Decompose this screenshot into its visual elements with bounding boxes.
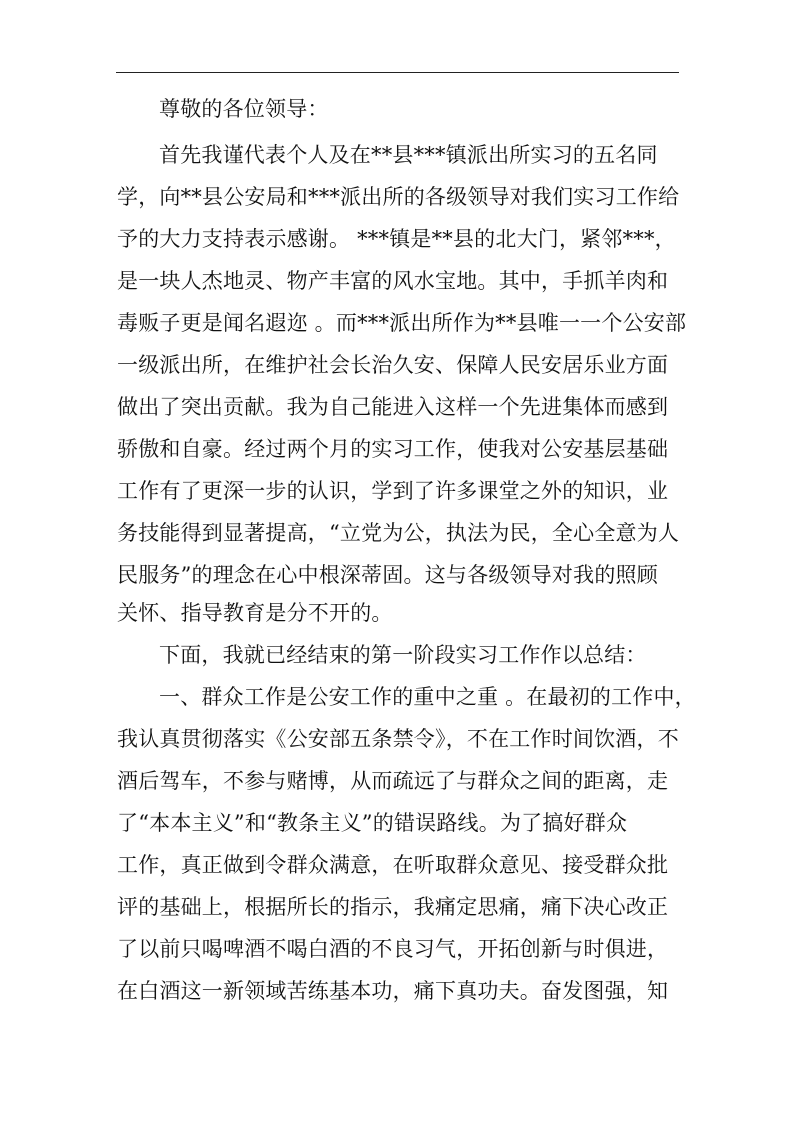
- header-rule: [116, 72, 679, 73]
- paragraph-line: 一级派出所，在维护社会长治久安、保障人民安居乐业方面: [117, 353, 669, 377]
- salutation-line: 尊敬的各位领导：: [159, 97, 329, 121]
- section-heading-line: 一、群众工作是公安工作的重中之重 。在最初的工作中，: [159, 685, 696, 709]
- paragraph-line: 了以前只喝啤酒不喝白酒的不良习气，开拓创新与时俱进，: [117, 937, 669, 961]
- paragraph-line: 予的大力支持表示感谢。 ***镇是**县的北大门，紧邻***，: [117, 227, 676, 251]
- paragraph-line: 下面，我就已经结束的第一阶段实习工作作以总结：: [159, 643, 647, 667]
- paragraph-line: 学，向**县公安局和***派出所的各级领导对我们实习工作给: [117, 185, 680, 209]
- paragraph-line: 评的基础上，根据所长的指示，我痛定思痛，痛下决心改正: [117, 895, 669, 919]
- paragraph-line: 务技能得到显著提高，“立党为公，执法为民，全心全意为人: [117, 521, 680, 545]
- paragraph-line: 是一块人杰地灵、物产丰富的风水宝地。其中，手抓羊肉和: [117, 269, 669, 293]
- paragraph-line: 工作，真正做到令群众满意，在听取群众意见、接受群众批: [117, 853, 669, 877]
- paragraph-line: 首先我谨代表个人及在**县***镇派出所实习的五名同: [159, 143, 658, 167]
- paragraph-line: 了“本本主义”和“教条主义”的错误路线。为了搞好群众: [117, 811, 628, 835]
- paragraph-line: 毒贩子更是闻名遐迩 。而***派出所作为**县唯一一个公安部: [117, 311, 687, 335]
- paragraph-line: 民服务”的理念在心中根深蒂固。这与各级领导对我的照顾: [117, 563, 658, 587]
- paragraph-line: 做出了突出贡献。我为自己能进入这样一个先进集体而感到: [117, 395, 669, 419]
- paragraph-line: 工作有了更深一步的认识，学到了许多课堂之外的知识，业: [117, 479, 669, 503]
- paragraph-line: 关怀、指导教育是分不开的。: [117, 601, 393, 625]
- paragraph-line: 我认真贯彻落实《公安部五条禁令》，不在工作时间饮酒，不: [117, 727, 679, 751]
- paragraph-line: 酒后驾车，不参与赌博，从而疏远了与群众之间的距离，走: [117, 769, 669, 793]
- paragraph-line: 骄傲和自豪。经过两个月的实习工作，使我对公安基层基础: [117, 437, 669, 461]
- paragraph-line: 在白酒这一新领域苦练基本功，痛下真功夫。奋发图强，知: [117, 979, 669, 1003]
